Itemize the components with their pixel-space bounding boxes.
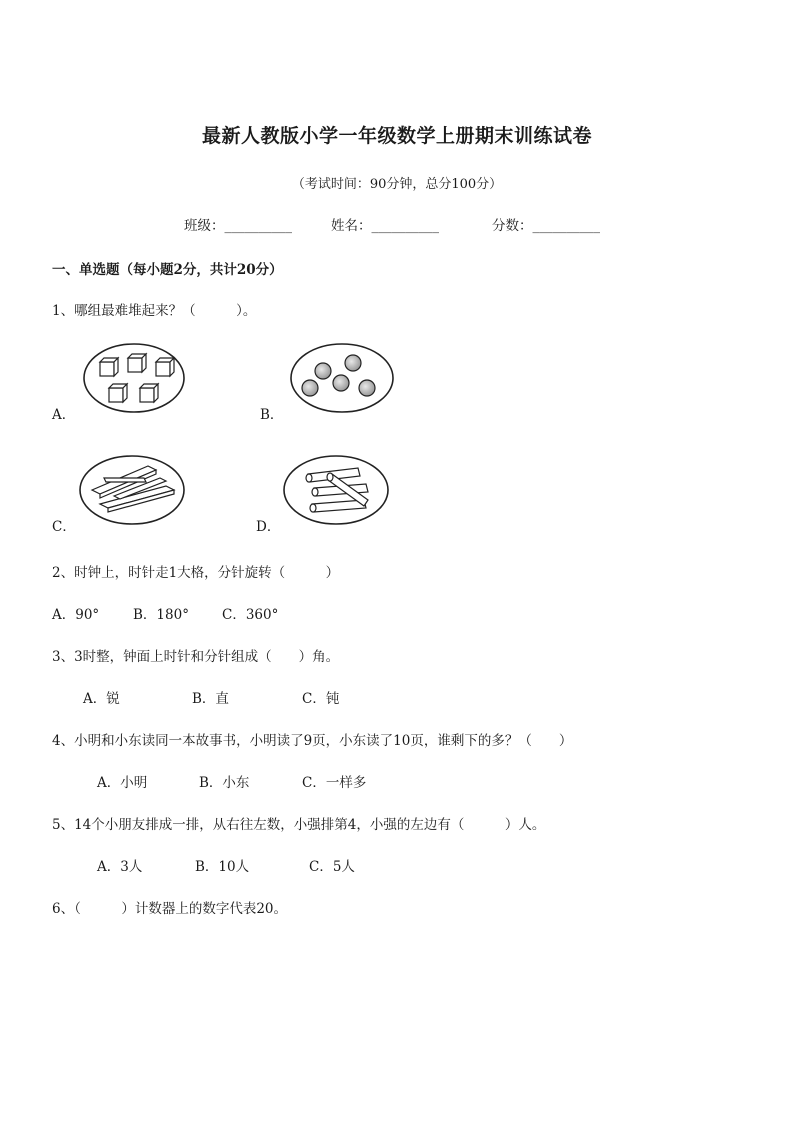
option-1a-label: A． xyxy=(52,407,76,423)
option-4b: B．小东 xyxy=(199,775,250,791)
question-1: 1、哪组最难堆起来？（ ）。 xyxy=(52,303,257,319)
boards-icon xyxy=(78,454,186,526)
class-field xyxy=(184,214,292,234)
option-5c: C．5人 xyxy=(309,859,355,875)
exam-subtitle: （考试时间：90分钟，总分100分） xyxy=(291,177,503,192)
option-2b: B．180° xyxy=(133,607,189,623)
option-1b-label: B． xyxy=(260,407,284,423)
option-3c: C．钝 xyxy=(302,691,340,707)
option-1c-label: C． xyxy=(52,519,76,535)
score-label: 分数： xyxy=(492,218,533,234)
question-5: 5、14个小朋友排成一排，从右往左数，小强排第4，小强的左边有（ ）人。 xyxy=(52,817,546,833)
question-3: 3、3时整，钟面上时针和分针组成（ ）角。 xyxy=(52,649,340,665)
class-label: 班级： xyxy=(184,218,225,234)
cylinders-icon xyxy=(282,454,390,526)
option-5a: A．3人 xyxy=(97,859,143,875)
section-title: 一、单选题（每小题2分，共计20分） xyxy=(52,262,283,278)
name-label: 姓名： xyxy=(331,218,372,234)
cubes-icon xyxy=(82,342,186,414)
page-title: 最新人教版小学一年级数学上册期末训练试卷 xyxy=(201,125,592,147)
option-1d-label: D． xyxy=(256,519,281,535)
option-5b: B．10人 xyxy=(195,859,250,875)
score-field xyxy=(492,214,600,234)
question-2: 2、时钟上，时针走1大格，分针旋转（ ） xyxy=(52,565,340,581)
option-3b: B．直 xyxy=(192,691,229,707)
score-blank: __________ xyxy=(532,218,600,234)
option-4a: A．小明 xyxy=(97,775,148,791)
question-6: 6、（ ）计数器上的数字代表20。 xyxy=(52,901,288,917)
name-blank: __________ xyxy=(371,218,439,234)
balls-icon xyxy=(289,342,395,414)
class-blank: __________ xyxy=(224,218,292,234)
question-4: 4、小明和小东读同一本故事书，小明读了9页，小东读了10页，谁剩下的多？（ ） xyxy=(52,733,573,749)
option-2c: C．360° xyxy=(222,607,279,623)
name-field xyxy=(331,214,439,234)
option-3a: A．锐 xyxy=(83,691,120,707)
option-2a: A．90° xyxy=(52,607,100,623)
option-4c: C．一样多 xyxy=(302,775,367,791)
